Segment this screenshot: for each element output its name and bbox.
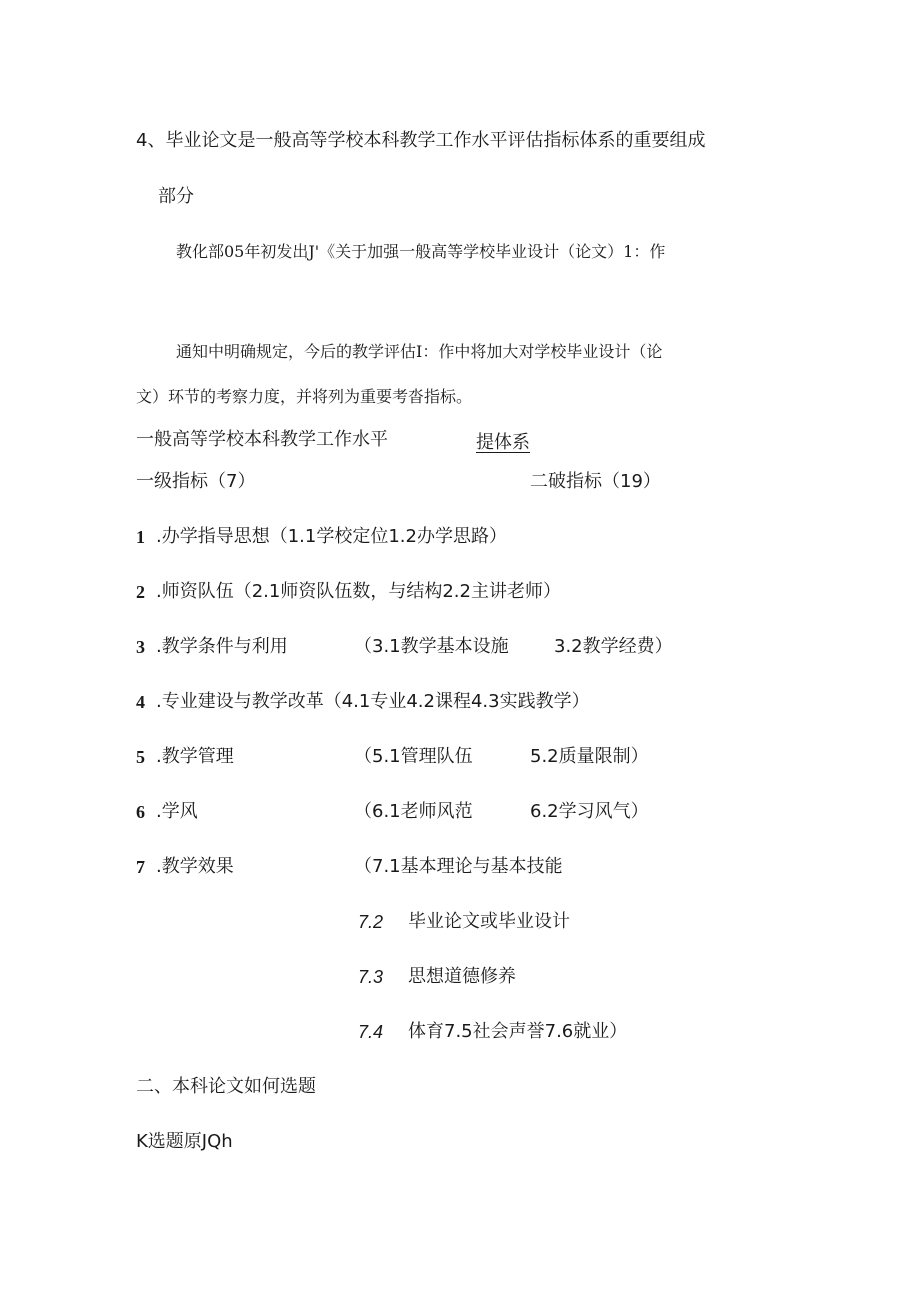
continuation-7-2-text: 毕业论文或毕业设计 [408,911,570,932]
table-title-left: 一般高等学校本科教学工作水平 [136,429,388,450]
row-2-number: 2 [136,582,145,602]
row-1-number: 1 [136,527,145,547]
row-6-sub-a: （6.1老师风范 [354,801,473,822]
row-7-sub-a: （7.1基本理论与基本技能 [354,856,563,877]
continuation-7-3-number: 7.3 [358,967,384,987]
section-2-heading: 二、本科论文如何选题 [136,1076,316,1097]
row-5-name: .教学管理 [156,746,234,767]
continuation-7-2-number: 7.2 [358,912,384,932]
row-6-sub-b: 6.2学习风气） [530,801,649,822]
row-3-sub-b: 3.2教学经费） [554,636,673,657]
column-header-level1: 一级指标（7） [136,471,256,492]
paragraph-line2: 通知中明确规定，今后的教学评估I：作中将加大对学校毕业设计（论 [176,342,663,361]
continuation-7-4-number: 7.4 [358,1022,384,1042]
row-7-name: .教学效果 [156,856,234,877]
continuation-7-4-text: 体育7.5社会声誉7.6就业） [408,1021,628,1042]
paragraph-line1: 教化部05年初发出J'《关于加强一般高等学校毕业设计（论文）1：作 [176,242,666,261]
row-5-sub-b: 5.2质量限制） [530,746,649,767]
subsection-k-heading: K选题原JQh [136,1131,233,1152]
row-3-number: 3 [136,637,145,657]
row-3-name: .教学条件与利用 [156,636,288,657]
row-4-number: 4 [136,692,145,712]
heading-4-line1: 4、毕业论文是一般高等学校本科教学工作水平评估指标体系的重要组成 [136,130,706,151]
row-6-name: .学风 [156,801,198,822]
table-title-right: 提体系 [476,432,530,453]
row-4-name: .专业建设与教学改革（4.1专业4.2课程4.3实践教学） [156,691,590,712]
row-2-name: .师资队伍（2.1师资队伍数，与结构2.2主讲老师） [156,581,561,602]
heading-4-line2: 部分 [158,186,194,207]
row-5-number: 5 [136,747,145,767]
row-6-number: 6 [136,802,145,822]
row-1-name: .办学指导思想（1.1学校定位1.2办学思路） [156,526,507,547]
continuation-7-3-text: 思想道德修养 [408,966,516,987]
row-3-sub-a: （3.1教学基本设施 [354,636,509,657]
paragraph-line3: 文）环节的考察力度，并将列为重要考沓指标。 [136,387,473,406]
row-7-number: 7 [136,857,145,877]
row-5-sub-a: （5.1管理队伍 [354,746,473,767]
column-header-level2: 二破指标（19） [530,471,661,492]
